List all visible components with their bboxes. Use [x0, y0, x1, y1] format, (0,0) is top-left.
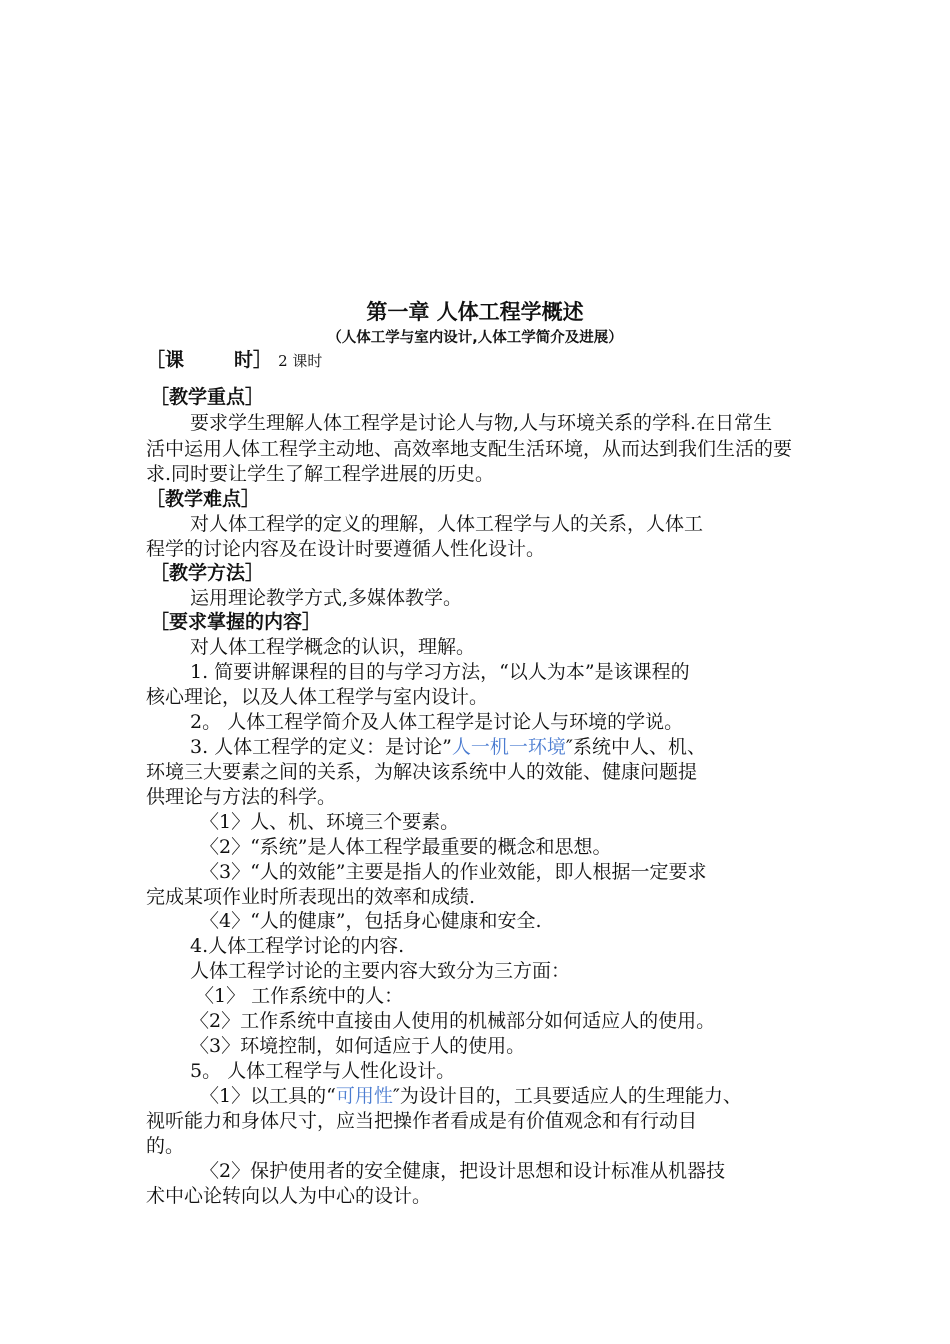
paragraph-line: 人体工程学讨论的主要内容大致分为三方面：: [190, 960, 571, 982]
list-item: 2。 人体工程学简介及人体工程学是讨论人与环境的学说。: [190, 711, 684, 733]
paragraph-line: 供理论与方法的科学。: [146, 786, 337, 808]
definition-text-start: 3. 人体工程学的定义：是讨论”: [190, 736, 452, 758]
paragraph-line: 程学的讨论内容及在设计时要遵循人性化设计。: [146, 538, 546, 560]
paragraph-line: 对人体工程学的定义的理解，人体工程学与人的关系，人体工: [190, 513, 704, 535]
paragraph-line: 视听能力和身体尺寸，应当把操作者看成是有价值观念和有行动目: [146, 1110, 698, 1132]
paragraph-line: 活中运用人体工程学主动地、高效率地支配生活环境，从而达到我们生活的要: [146, 438, 793, 460]
list-item: 1. 简要讲解课程的目的与学习方法，“以人为本”是该课程的: [190, 661, 690, 683]
definition-text-end: ″系统中人、机、: [565, 736, 707, 758]
list-item: 4.人体工程学讨论的内容.: [190, 935, 405, 957]
paragraph-line: 要求学生理解人体工程学是讨论人与物,人与环境关系的学科.在日常生: [190, 412, 773, 434]
list-item: 〈2〉工作系统中直接由人使用的机械部分如何适应人的使用。: [190, 1010, 716, 1032]
list-item: [190, 734, 706, 760]
paragraph-line: 完成某项作业时所表现出的效率和成绩.: [146, 886, 476, 908]
man-machine-environment-link[interactable]: 人一机一环境: [451, 736, 566, 758]
paragraph-line: 环境三大要素之间的关系，为解决该系统中人的效能、健康问题提: [146, 761, 698, 783]
usability-text-start: 〈1〉以工具的“: [200, 1085, 336, 1107]
list-item: [200, 1083, 742, 1109]
usability-text-end: ″为设计目的，工具要适应人的生理能力、: [392, 1085, 742, 1107]
section-methods: ［教学方法］: [150, 562, 265, 584]
list-item: 5。 人体工程学与人性化设计。: [190, 1060, 456, 1082]
paragraph-line: 运用理论教学方式,多媒体教学。: [190, 587, 463, 609]
hours-row: [146, 347, 322, 374]
list-item: 〈2〉保护使用者的安全健康，把设计思想和设计标准从机器技: [200, 1160, 726, 1182]
paragraph-line: 求.同时要让学生了解工程学进展的历史。: [146, 463, 495, 485]
list-item: 〈2〉“系统”是人体工程学最重要的概念和思想。: [200, 836, 612, 858]
paragraph-line: 的。: [146, 1135, 185, 1157]
list-item: 〈3〉“人的效能”主要是指人的作业效能，即人根据一定要求: [200, 861, 707, 883]
usability-link[interactable]: 可用性: [335, 1085, 393, 1107]
list-item: 〈1〉人、机、环境三个要素。: [200, 811, 460, 833]
chapter-subtitle: （人体工学与室内设计,人体工学简介及进展）: [327, 330, 623, 346]
paragraph-line: 术中心论转向以人为中心的设计。: [146, 1185, 432, 1207]
hours-label-end: 时］: [234, 349, 273, 371]
list-item: 〈1〉 工作系统中的人：: [195, 985, 404, 1007]
hours-value: 2 课时: [278, 352, 323, 370]
paragraph-line: 对人体工程学概念的认识，理解。: [190, 636, 476, 658]
list-item: 〈4〉“人的健康”，包括身心健康和安全.: [200, 910, 542, 932]
list-item: 〈3〉环境控制，如何适应于人的使用。: [190, 1035, 526, 1057]
section-mastery: ［要求掌握的内容］: [150, 611, 322, 633]
paragraph-line: 核心理论，以及人体工程学与室内设计。: [146, 686, 489, 708]
section-difficulties: ［教学难点］: [146, 488, 261, 510]
hours-label-start: ［课: [146, 349, 185, 371]
section-key-points: ［教学重点］: [150, 386, 265, 408]
chapter-title: 第一章 人体工程学概述: [366, 300, 584, 324]
